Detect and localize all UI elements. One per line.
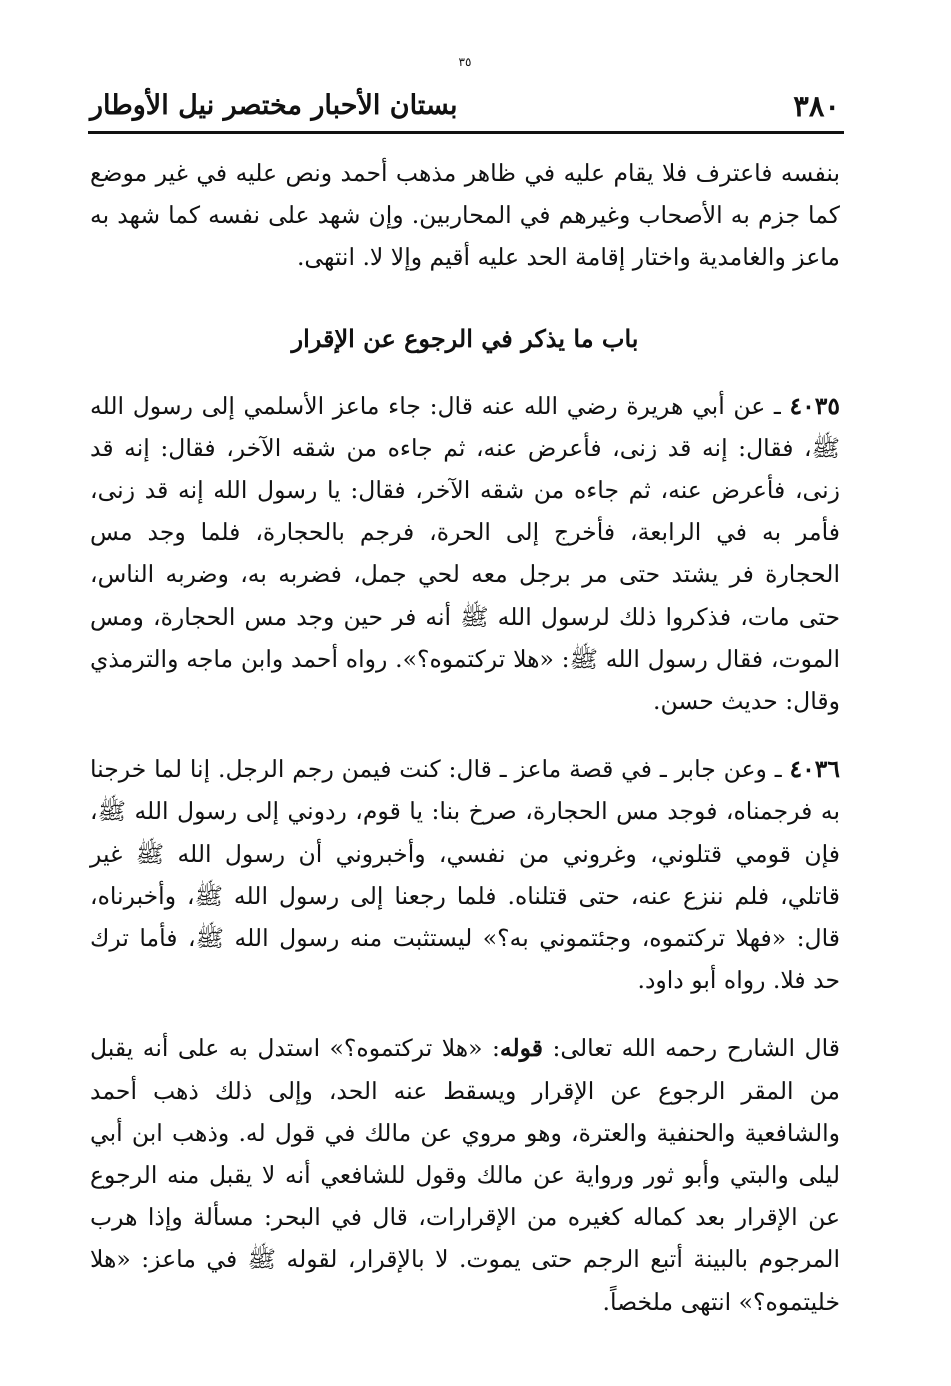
intro-paragraph: بنفسه فاعترف فلا يقام عليه في ظاهر مذهب أحمد ونص عليه في غير موضع كما جزم به الأصحاب وغيرهم في المحاربين. وإن شهد على نفسه كما شهد به ماعز والغامدية واختار إقامة الحد عليه أقيم وإلا لا. انتهى.	[90, 159, 840, 272]
hadith-4036	[90, 748, 840, 1001]
page-number: ٣٨٠	[793, 89, 840, 123]
header-rule	[88, 131, 844, 134]
section-heading: باب ما يذكر في الرجوع عن الإقرار	[291, 323, 639, 353]
page-body	[90, 152, 840, 1323]
hadith-number: ٤٠٣٥	[789, 391, 840, 420]
commentary-lead: قال الشارح رحمه الله تعالى:	[552, 1034, 840, 1063]
spacer	[90, 359, 840, 385]
hadith-text: ـ عن أبي هريرة رضي الله عنه قال: جاء ماعز الأسلمي إلى رسول الله ﷺ، فقال: إنه قد زنى، فأعرض عنه، ثم جاءه من شقه الآخر، فقال: إنه قد زنى، فأعرض عنه، ثم جاءه من شقه الآخر، فقال: يا رسول الله إنه قد زنى، فأمر به في الرابعة، فأخرج إلى الحرة، فرجم بالحجارة، فلما وجد مس الحجارة فر يشتد حتى مر برجل معه لحي جمل، فضربه به، وضربه الناس، حتى مات، فذكروا ذلك لرسول الله ﷺ أنه فر حين وجد مس الحجارة، ومس الموت، فقال رسول الله ﷺ: «هلا تركتموه؟». رواه أحمد وابن ماجه والترمذي وقال: حديث حسن.	[90, 391, 840, 716]
spacer	[90, 1001, 840, 1027]
hadith-4035	[90, 385, 840, 723]
hadith-number: ٤٠٣٦	[789, 755, 840, 784]
top-page-mark: ٣٥	[458, 55, 472, 69]
commentary-text: : «هلا تركتموه؟» استدل به على أنه يقبل من المقر الرجوع عن الإقرار ويسقط عنه الحد، وإلى ذلك ذهب أحمد والشافعية والحنفية والعترة، وهو مروي عن مالك في قول له. وذهب ابن أبي ليلى والبتي وأبو ثور ورواية عن مالك وقول للشافعي أنه لا يقبل منه الرجوع عن الإقرار بعد كماله كغيره من الإقرارات، قال في البحر: مسألة وإذا هرب المرجوم بالبينة أتبع الرجم حتى يموت. لا بالإقرار، لقوله ﷺ في ماعز: «هلا خليتموه؟» انتهى ملخصاً.	[90, 1034, 840, 1316]
running-header	[90, 88, 840, 128]
hadith-text: ـ وعن جابر ـ في قصة ماعز ـ قال: كنت فيمن رجم الرجل. إنا لما خرجنا به فرجمناه، فوجد مس الحجارة، صرخ بنا: يا قوم، ردوني إلى رسول الله ﷺ، فإن قومي قتلوني، وغروني من نفسي، وأخبروني أن رسول الله ﷺ غير قاتلي، فلم ننزع عنه، حتى قتلناه. فلما رجعنا إلى رسول الله ﷺ، وأخبرناه، قال: «فهلا تركتموه، وجئتموني به؟» ليستثبت منه رسول الله ﷺ، فأما ترك حد فلا. رواه أبو داود.	[90, 755, 840, 995]
book-title: بستان الأحبار مختصر نيل الأوطار	[90, 90, 458, 121]
commentary-label: قوله	[499, 1034, 544, 1063]
commentary-paragraph	[90, 1027, 840, 1322]
spacer	[90, 722, 840, 748]
spacer	[90, 279, 840, 319]
